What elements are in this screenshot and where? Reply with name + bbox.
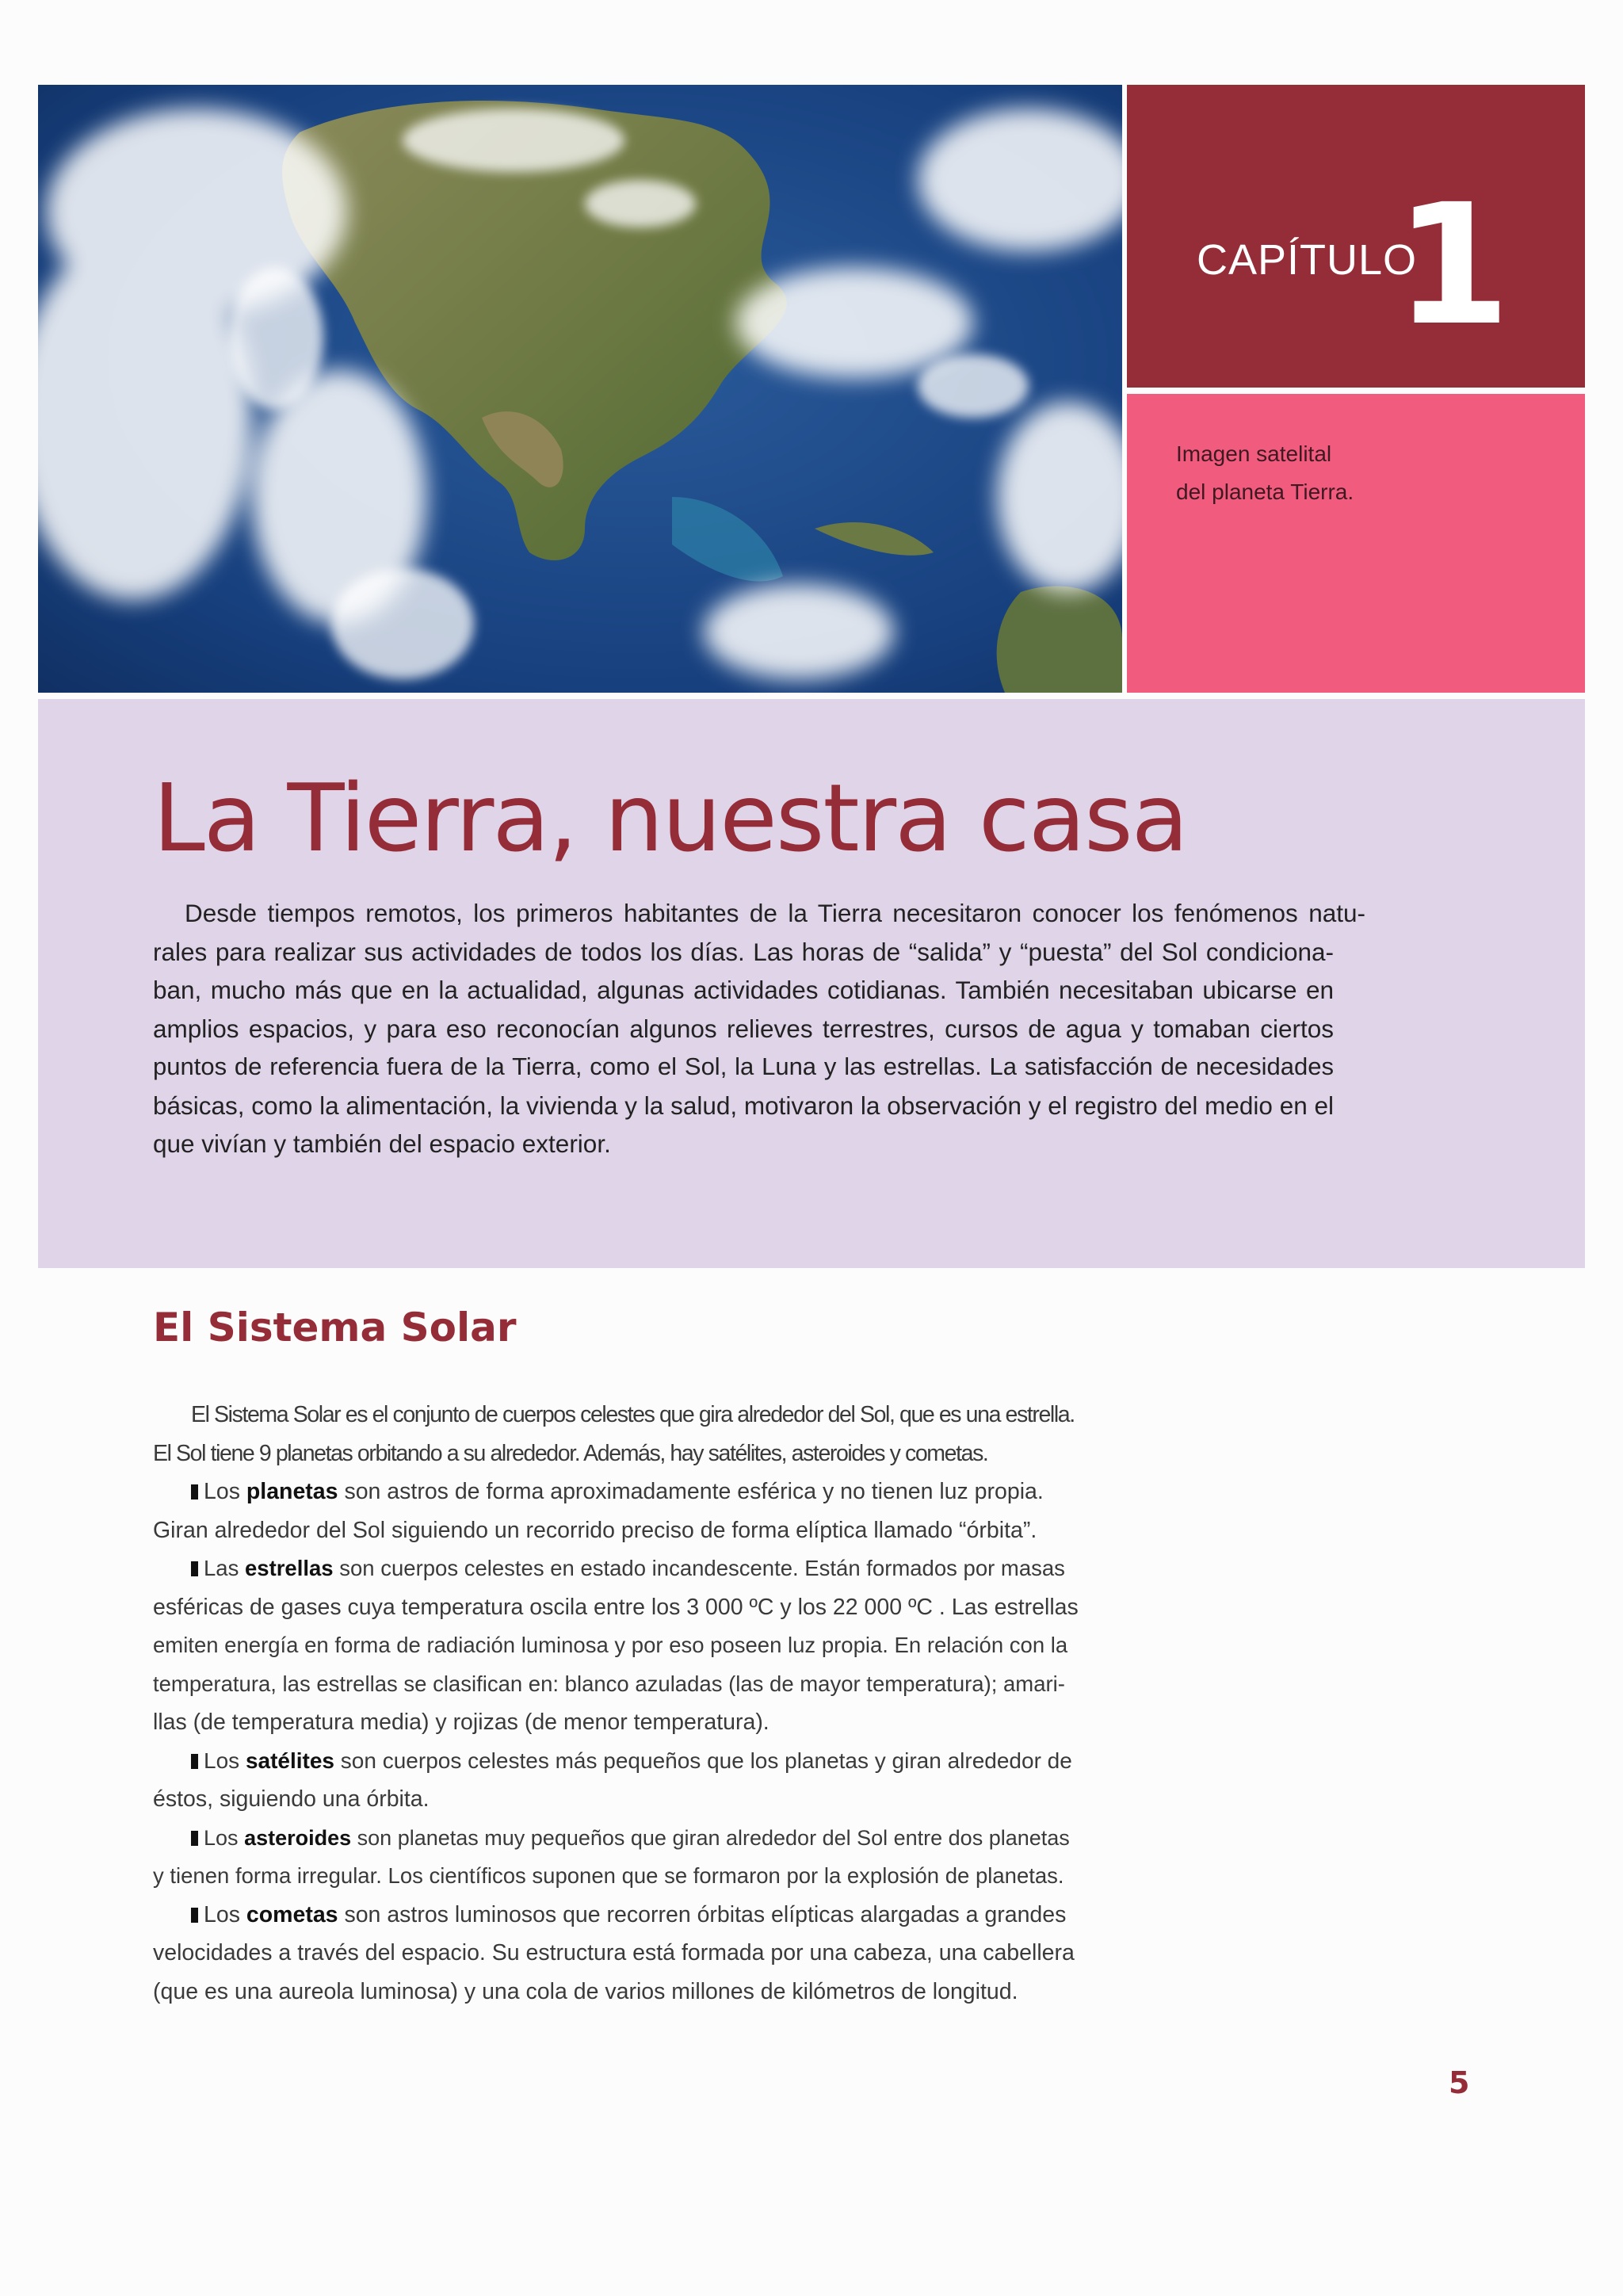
term-planetas: planetas [246, 1479, 338, 1504]
earth-illustration [38, 85, 1122, 693]
bullet-marker [191, 1561, 198, 1576]
intro-line: Desde tiempos remotos, los primeros habitantes de la Tierra necesitaron conocer los fenómenos natu- [185, 899, 1365, 927]
chapter-title: La Tierra, nuestra casa [153, 763, 1187, 873]
body-line: (que es una aureola luminosa) y una cola de varios millones de kilómetros de longitud. [153, 1978, 1018, 2004]
body-line: llas (de temperatura media) y rojizas (de menor temperatura). [153, 1710, 769, 1735]
bullet-marker [191, 1754, 198, 1769]
body-line: éstos, siguiendo una órbita. [153, 1786, 430, 1812]
intro-line: amplios espacios, y para eso reconocían algunos relieves terrestres, cursos de agua y tomaban ciertos [153, 1014, 1334, 1043]
chapter-label: CAPÍTULO [1197, 236, 1418, 284]
bullet-marker [191, 1908, 198, 1923]
list-item-estrellas: Las estrellas son cuerpos celestes en estado incandescente. Están formados por masas [153, 1549, 1117, 1588]
body-line: El Sol tiene 9 planetas orbitando a su alrededor. Además, hay satélites, asteroides y cometas. [153, 1440, 988, 1466]
earth-satellite-image [38, 85, 1122, 693]
section-body [153, 1396, 1079, 2011]
intro-line: básicas, como la alimentación, la vivienda y la salud, motivaron la observación y el registro del medio en el [153, 1091, 1335, 1120]
intro-panel [38, 699, 1585, 1268]
intro-line: ban, mucho más que en la actualidad, algunas actividades cotidianas. También necesitaban ubicarse en [153, 976, 1334, 1004]
body-line: El Sistema Solar es el conjunto de cuerpos celestes que gira alrededor del Sol, que es una estrella. [191, 1402, 1075, 1427]
body-line: temperatura, las estrellas se clasifican en: blanco azuladas (las de mayor temperatura); amari- [153, 1671, 1065, 1696]
chapter-label-box [1127, 85, 1585, 388]
list-item-cometas: Los cometas son astros luminosos que recorren órbitas elípticas alargadas a grandes [153, 1896, 1117, 1935]
intro-line: que vivían y también del espacio exterior. [153, 1129, 611, 1158]
intro-paragraph [153, 894, 1365, 1163]
body-line: y tienen forma irregular. Los científicos suponen que se formaron por la explosión de planetas. [153, 1863, 1064, 1888]
term-satelites: satélites [245, 1748, 335, 1773]
bullet-marker [191, 1484, 198, 1499]
page-number: 5 [1449, 2065, 1470, 2100]
list-item-satelites: Los satélites son cuerpos celestes más pequeños que los planetas y giran alrededor de [153, 1742, 1117, 1781]
bullet-marker [191, 1831, 198, 1846]
intro-line: puntos de referencia fuera de la Tierra, como el Sol, la Luna y las estrellas. La satisfacción de necesidades [153, 1052, 1334, 1080]
term-cometas: cometas [246, 1901, 338, 1927]
section-heading: El Sistema Solar [153, 1305, 517, 1350]
list-item-asteroides: Los asteroides son planetas muy pequeños que giran alrededor del Sol entre dos planetas [153, 1819, 1117, 1858]
image-caption-box [1127, 394, 1585, 693]
list-item-planetas: Los planetas son astros de forma aproximadamente esférica y no tienen luz propia. [153, 1473, 1117, 1511]
body-line: emiten energía en forma de radiación luminosa y por eso poseen luz propia. En relación con la [153, 1633, 1068, 1657]
term-estrellas: estrellas [244, 1556, 334, 1580]
body-line: velocidades a través del espacio. Su estructura está formada por una cabeza, una cabellera [153, 1940, 1075, 1966]
chapter-number: 1 [1395, 168, 1511, 362]
term-asteroides: asteroides [244, 1825, 352, 1850]
body-line: esféricas de gases cuya temperatura oscila entre los 3 000 ºC y los 22 000 ºC . Las estrellas [153, 1594, 1079, 1620]
body-line: Giran alrededor del Sol siguiendo un recorrido preciso de forma elíptica llamado “órbita”. [153, 1517, 1037, 1543]
image-caption-line: Imagen satelital [1176, 441, 1332, 466]
intro-line: rales para realizar sus actividades de todos los días. Las horas de “salida” y “puesta” del Sol condiciona- [153, 937, 1334, 966]
image-caption-line: del planeta Tierra. [1176, 479, 1354, 504]
